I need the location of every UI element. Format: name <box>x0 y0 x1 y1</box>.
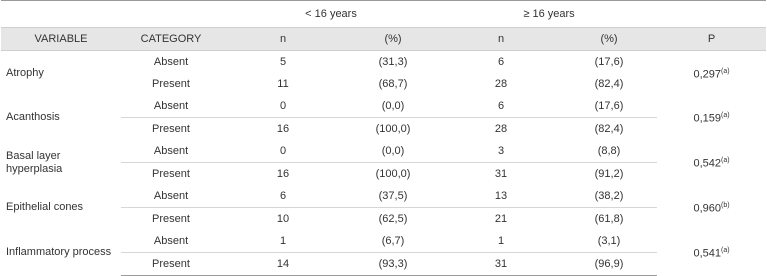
n-under-cell: 14 <box>221 253 345 276</box>
p-value-footnote-letter: a <box>723 157 728 165</box>
column-header-p: P <box>657 28 766 51</box>
n-over-cell: 13 <box>494 189 508 202</box>
pct-over-cell: (17,6) <box>594 55 624 68</box>
pct-under-cell: (100,0) <box>345 118 441 141</box>
p-value-number: 0,542 <box>693 157 721 170</box>
n-under-cell: 11 <box>277 77 289 90</box>
n-over-cell: 21 <box>441 208 561 231</box>
p-value <box>657 185 766 230</box>
pct-under-cell: (31,3) <box>378 55 408 68</box>
category-cell: Absent <box>153 99 189 112</box>
n-over-cell: 1 <box>497 234 505 247</box>
p-value-footnote: (a) <box>721 247 730 255</box>
pct-under-cell: (37,5) <box>378 189 408 202</box>
p-value-footnote: (b) <box>721 202 730 210</box>
variable-name <box>1 230 121 276</box>
p-value-number: 0,159 <box>693 112 721 125</box>
variable-name <box>1 51 121 96</box>
category-cell: Absent <box>153 189 189 202</box>
pct-under-cell: (100,0) <box>345 163 441 186</box>
category-cell: Present <box>121 208 221 231</box>
n-under-cell: 16 <box>221 163 345 186</box>
variable-name-line: Atrophy <box>6 66 44 79</box>
pct-under-cell: (0,0) <box>381 99 405 112</box>
p-value-number: 0,541 <box>693 248 721 261</box>
n-under-cell: 0 <box>279 144 287 157</box>
variable-name-line: Acanthosis <box>6 111 60 123</box>
p-value-number: 0,297 <box>693 68 721 81</box>
n-under-cell: 16 <box>221 118 345 141</box>
age-group-header-row <box>1 1 766 28</box>
results-table <box>1 0 766 276</box>
pct-under-cell: (0,0) <box>381 144 405 157</box>
pct-over-cell: (96,9) <box>561 253 657 276</box>
pct-under-cell: (62,5) <box>345 208 441 231</box>
column-header-variable: VARIABLE <box>1 28 121 51</box>
table-row-absent <box>1 140 766 163</box>
category-cell: Absent <box>153 144 189 157</box>
p-value <box>657 140 766 185</box>
n-under-cell: 5 <box>279 55 287 68</box>
n-under-cell: 10 <box>221 208 345 231</box>
p-value <box>657 230 766 276</box>
n-over-cell: 6 <box>497 55 505 68</box>
n-under-cell: 1 <box>279 234 287 247</box>
variable-name-line: hyperplasia <box>6 162 63 175</box>
pct-over-cell: (82,4) <box>594 77 624 90</box>
group-header-under-16: < 16 years <box>221 1 441 28</box>
n-over-cell: 31 <box>441 163 561 186</box>
column-header-pct-under: (%) <box>345 28 441 51</box>
variable-name <box>1 185 121 230</box>
p-value-footnote: (a) <box>721 67 730 75</box>
variable-name-line: Inflammatory process <box>6 246 112 259</box>
n-over-cell: 6 <box>497 99 505 112</box>
p-value <box>657 51 766 96</box>
column-header-row <box>1 28 766 51</box>
p-value-footnote: (a) <box>721 112 730 120</box>
column-header-pct-over: (%) <box>561 28 657 51</box>
column-header-n-over: n <box>441 28 561 51</box>
variable-name <box>1 95 121 140</box>
variable-name-line: Basal layer <box>6 149 61 162</box>
variable-name <box>1 140 121 185</box>
table-row-absent <box>1 185 766 208</box>
table-row-absent <box>1 51 766 74</box>
pct-under-cell: (6,7) <box>381 234 405 247</box>
p-value-footnote-letter: b <box>723 202 728 210</box>
pct-over-cell: (3,1) <box>597 234 621 247</box>
n-over-cell: 28 <box>441 118 561 141</box>
category-cell: Present <box>121 253 221 276</box>
p-value-footnote: (a) <box>721 157 730 165</box>
category-cell: Present <box>121 118 221 141</box>
p-value <box>657 95 766 140</box>
column-header-n-under: n <box>221 28 345 51</box>
pct-under-cell: (68,7) <box>378 77 408 90</box>
variable-name-line: Epithelial cones <box>6 201 84 213</box>
category-cell: Present <box>121 163 221 186</box>
n-over-cell: 28 <box>494 77 508 90</box>
category-cell: Present <box>152 77 190 90</box>
p-value-footnote-letter: a <box>723 112 728 120</box>
pct-over-cell: (17,6) <box>594 99 624 112</box>
p-value-footnote-letter: a <box>723 247 728 255</box>
pct-over-cell: (91,2) <box>561 163 657 186</box>
pct-over-cell: (8,8) <box>597 144 621 157</box>
group-header-over-16: ≥ 16 years <box>441 1 657 28</box>
table-row-absent <box>1 230 766 253</box>
category-cell: Absent <box>153 55 189 68</box>
category-cell: Absent <box>153 234 189 247</box>
n-over-cell: 31 <box>441 253 561 276</box>
p-value-footnote-letter: a <box>723 67 728 75</box>
n-over-cell: 3 <box>497 144 505 157</box>
n-under-cell: 6 <box>279 189 287 202</box>
pct-under-cell: (93,3) <box>345 253 441 276</box>
n-under-cell: 0 <box>279 99 287 112</box>
table-row-absent <box>1 95 766 118</box>
pct-over-cell: (61,8) <box>561 208 657 231</box>
column-header-category: CATEGORY <box>121 28 221 51</box>
pct-over-cell: (38,2) <box>594 189 624 202</box>
p-value-number: 0,960 <box>693 202 721 215</box>
pct-over-cell: (82,4) <box>561 118 657 141</box>
